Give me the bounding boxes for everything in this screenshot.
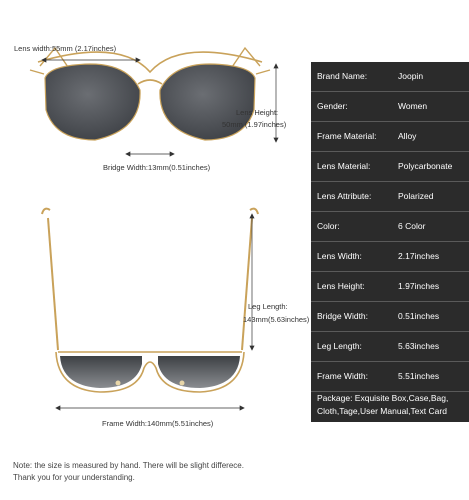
spec-row-bridge-width [311, 302, 469, 330]
spec-value: Polarized [398, 191, 434, 201]
note-line-2: Thank you for your understanding. [13, 473, 135, 482]
spec-value: 5.51inches [398, 371, 440, 381]
spec-value: Polycarbonate [398, 161, 453, 171]
spec-label: Leg Length: [317, 341, 362, 351]
spec-value: Joopin [398, 71, 424, 81]
lens-height-label-line1: Lens Height: [236, 108, 279, 117]
lens-height-label-line2: 50mm (1.97inches) [222, 120, 287, 129]
measurement-note [13, 460, 313, 484]
spec-row-lens-material [311, 152, 469, 180]
lens-width-dimension [42, 58, 140, 62]
spec-row-frame-material [311, 122, 469, 150]
bridge-width-label: Bridge Width:13mm(0.51inches) [103, 163, 211, 172]
note-line-1: Note: the size is measured by hand. There will be slight differece. [13, 461, 244, 470]
spec-row-lens-width [311, 242, 469, 270]
frame-width-dimension [56, 406, 244, 410]
spec-row-frame-width [311, 362, 469, 390]
spec-row-lens-height [311, 272, 469, 300]
spec-value: 2.17inches [398, 251, 440, 261]
spec-label: Bridge Width: [317, 311, 369, 321]
spec-row-color [311, 212, 469, 240]
leg-length-label-line2: 143mm(5.63inches) [243, 315, 310, 324]
spec-value: Women [398, 101, 428, 111]
spec-label: Gender: [317, 101, 348, 111]
spec-value: Alloy [398, 131, 417, 141]
spec-row-leg-length [311, 332, 469, 360]
spec-panel [311, 62, 469, 422]
spec-value: 5.63inches [398, 341, 440, 351]
spec-value: 6 Color [398, 221, 426, 231]
package-contents: Package: Exquisite Box,Case,Bag, Cloth,Tage,User Manual,Text Card [317, 393, 449, 416]
leg-length-label-line1: Leg Length: [248, 302, 288, 311]
spec-row-gender [311, 92, 469, 120]
spec-label: Lens Material: [317, 161, 371, 171]
top-view-glasses [42, 209, 258, 392]
spec-label: Lens Height: [317, 281, 365, 291]
spec-label: Lens Attribute: [317, 191, 372, 201]
spec-row-lens-attribute [311, 182, 469, 210]
lens-width-label: Lens width:55mm (2.17inches) [14, 44, 117, 53]
frame-width-label: Frame Width:140mm(5.51inches) [102, 419, 214, 428]
spec-label: Lens Width: [317, 251, 362, 261]
spec-label: Frame Width: [317, 371, 369, 381]
lens-height-dimension [274, 64, 278, 142]
bridge-width-dimension [126, 152, 174, 156]
spec-label: Brand Name: [317, 71, 368, 81]
spec-value: 1.97inches [398, 281, 440, 291]
spec-label: Color: [317, 221, 340, 231]
spec-label: Frame Material: [317, 131, 377, 141]
spec-value: 0.51inches [398, 311, 440, 321]
spec-row-brand-name [311, 62, 469, 90]
